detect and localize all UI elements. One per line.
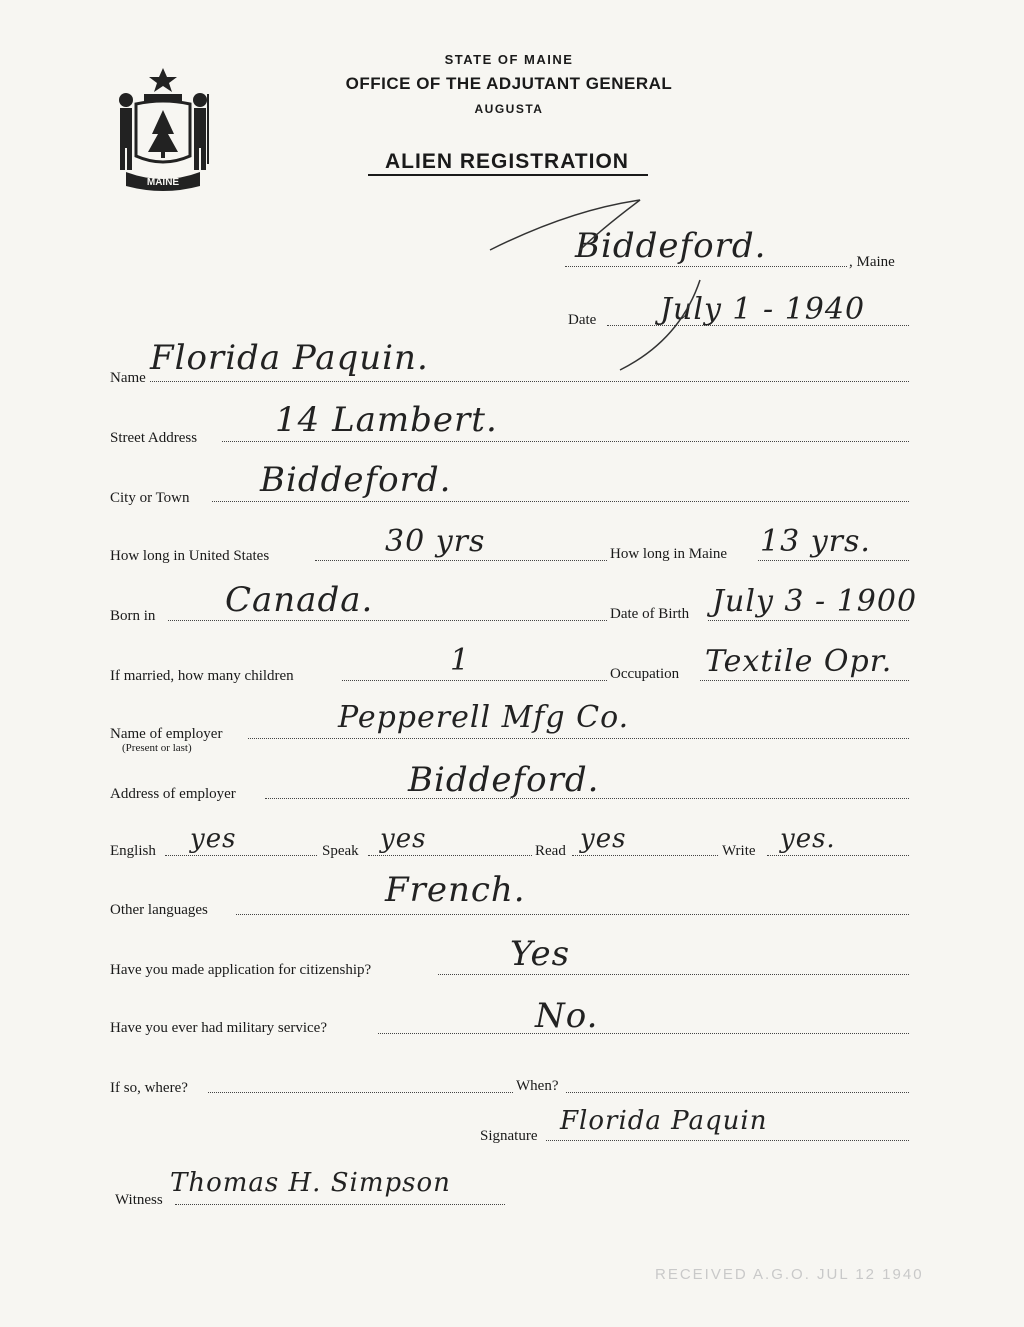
military-line xyxy=(378,1033,909,1034)
street-value: 14 Lambert. xyxy=(275,400,498,440)
date-label: Date xyxy=(568,312,597,328)
other-languages-value: French. xyxy=(385,870,526,910)
city-heading: AUGUSTA xyxy=(474,102,544,116)
employer-note: (Present or last) xyxy=(122,742,192,754)
name-value: Florida Paquin. xyxy=(150,338,429,378)
pen-flourish-icon xyxy=(480,190,920,390)
employer-address-value: Biddeford. xyxy=(408,760,600,800)
office-heading: OFFICE OF THE ADJUTANT GENERAL xyxy=(345,74,673,93)
how-long-maine-value: 13 yrs. xyxy=(760,524,871,559)
other-languages-line xyxy=(236,914,909,915)
date-of-birth-label: Date of Birth xyxy=(610,606,690,622)
signature-label: Signature xyxy=(480,1128,538,1144)
witness-label: Witness xyxy=(115,1192,163,1208)
citizenship-line xyxy=(438,974,909,975)
children-label: If married, how many children xyxy=(110,668,294,684)
date-of-birth-value: July 3 - 1900 xyxy=(712,584,918,619)
born-in-label: Born in xyxy=(110,608,156,624)
military-label: Have you ever had military service? xyxy=(110,1020,327,1036)
city-label: City or Town xyxy=(110,490,190,506)
read-value: yes xyxy=(580,824,627,854)
employer-line xyxy=(248,738,909,739)
other-languages-label: Other languages xyxy=(110,902,208,918)
military-value: No. xyxy=(535,996,599,1036)
svg-text:MAINE: MAINE xyxy=(146,177,180,188)
english-value: yes xyxy=(190,824,237,854)
occupation-label: Occupation xyxy=(610,666,680,682)
how-long-us-label: How long in United States xyxy=(110,548,270,564)
how-long-maine-label: How long in Maine xyxy=(610,546,728,562)
speak-value: yes xyxy=(380,824,427,854)
maine-label: , Maine xyxy=(849,254,895,270)
state-heading: STATE OF MAINE xyxy=(444,52,574,67)
born-in-value: Canada. xyxy=(225,580,374,620)
when-label: When? xyxy=(516,1078,559,1094)
place-value: Biddeford. xyxy=(575,226,767,266)
witness-line xyxy=(175,1204,505,1205)
signature-line xyxy=(546,1140,909,1141)
occupation-line xyxy=(700,680,909,681)
how-long-us-value: 30 yrs xyxy=(385,524,486,559)
write-label: Write xyxy=(722,843,756,859)
read-line xyxy=(572,855,718,856)
street-label: Street Address xyxy=(110,430,198,446)
english-label: English xyxy=(110,843,156,859)
english-line xyxy=(165,855,317,856)
where-line xyxy=(208,1092,513,1093)
write-line xyxy=(767,855,909,856)
city-line xyxy=(212,501,909,502)
street-line xyxy=(222,441,909,442)
received-stamp: RECEIVED A.G.O. JUL 12 1940 xyxy=(655,1266,924,1283)
citizenship-label: Have you made application for citizenship? xyxy=(110,962,372,978)
date-of-birth-line xyxy=(708,620,909,621)
employer-address-label: Address of employer xyxy=(110,786,236,802)
children-line xyxy=(342,680,607,681)
title-underline xyxy=(368,174,648,176)
occupation-value: Textile Opr. xyxy=(705,644,893,679)
citizenship-value: Yes xyxy=(510,934,571,974)
employer-label: Name of employer xyxy=(110,726,223,742)
when-line xyxy=(566,1092,909,1093)
witness-value: Thomas H. Simpson xyxy=(170,1168,451,1198)
born-in-line xyxy=(168,620,607,621)
employer-value: Pepperell Mfg Co. xyxy=(338,700,630,735)
city-value: Biddeford. xyxy=(260,460,452,500)
write-value: yes. xyxy=(780,824,836,854)
signature-value: Florida Paquin xyxy=(560,1106,768,1136)
speak-line xyxy=(368,855,532,856)
name-label: Name xyxy=(110,370,146,386)
form-title: ALIEN REGISTRATION xyxy=(385,150,629,173)
date-value: July 1 - 1940 xyxy=(660,292,866,327)
how-long-us-line xyxy=(315,560,607,561)
read-label: Read xyxy=(535,843,566,859)
how-long-maine-line xyxy=(758,560,909,561)
speak-label: Speak xyxy=(322,843,359,859)
children-value: 1 xyxy=(450,643,471,678)
where-label: If so, where? xyxy=(110,1080,188,1096)
